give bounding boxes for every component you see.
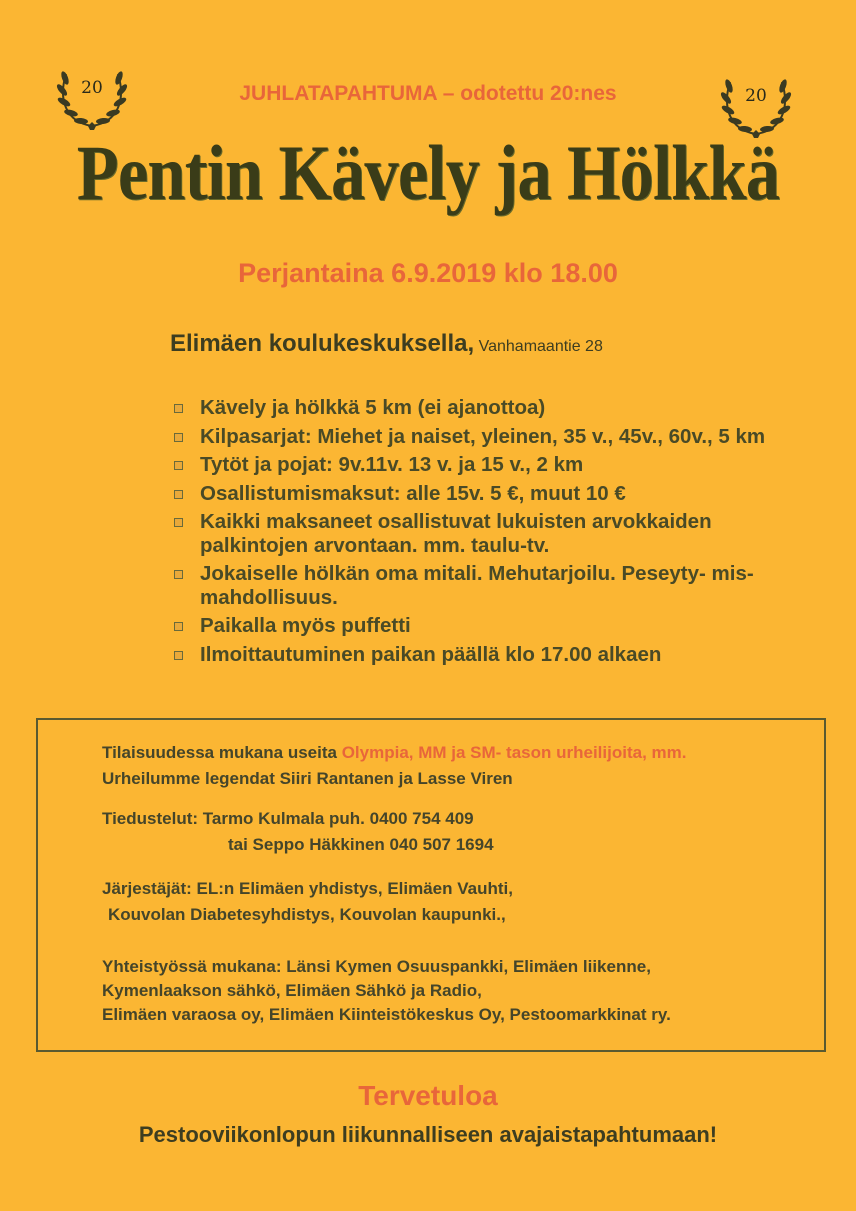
athletes-legends: Urheilumme legendat Siiri Rantanen ja Lasse Viren [102,769,513,788]
badge-number: 20 [81,78,103,98]
details-list [172,396,812,671]
venue-address: Vanhamaantie 28 [478,338,603,355]
list-item: Osallistumismaksut: alle 15v. 5 €, muut 10 € [172,482,812,506]
contacts-line-1: Tiedustelut: Tarmo Kulmala puh. 0400 754 409 [102,809,474,828]
bullet-icon [174,490,183,499]
bullet-icon [174,433,183,442]
athletes-highlight: Olympia, MM ja SM- tason urheilijoita, mm. [341,743,687,762]
info-box [36,718,826,1052]
venue [170,330,603,358]
partners-line-1: Yhteistyössä mukana: Länsi Kymen Osuuspankki, Elimäen liikenne, [102,957,651,976]
partners-line-2: Kymenlaakson sähkö, Elimäen Sähkö ja Radio, [102,981,482,1000]
welcome-heading: Tervetuloa [358,1080,498,1111]
partners-line-3: Elimäen varaosa oy, Elimäen Kiinteistökeskus Oy, Pestoomarkkinat ry. [102,1005,671,1024]
bullet-icon [174,651,183,660]
bullet-icon [174,570,183,579]
list-item: Kaikki maksaneet osallistuvat lukuisten arvokkaiden palkintojen arvontaan. mm. taulu-tv. [172,510,812,557]
bullet-icon [174,404,183,413]
event-tag: JUHLATAPAHTUMA – odotettu 20:nes [239,82,617,105]
organizers-line-2: Kouvolan Diabetesyhdistys, Kouvolan kaupunki., [108,905,506,924]
athletes-line: Tilaisuudessa mukana useita Olympia, MM ja SM- tason urheilijoita, mm. [102,743,687,762]
list-item: Paikalla myös puffetti [172,614,812,638]
list-item: Kävely ja hölkkä 5 km (ei ajanottoa) [172,396,812,420]
welcome-tagline: Pestooviikonlopun liikunnalliseen avajaistapahtumaan! [138,1122,718,1147]
bullet-icon [174,518,183,527]
bullet-icon [174,622,183,631]
event-date: Perjantaina 6.9.2019 klo 18.00 [238,258,618,288]
organizers-line-1: Järjestäjät: EL:n Elimäen yhdistys, Elimäen Vauhti, [102,879,513,898]
list-item: Kilpasarjat: Miehet ja naiset, yleinen, 35 v., 45v., 60v., 5 km [172,425,812,449]
venue-name: Elimäen koulukeskuksella, [170,330,475,357]
badge-number: 20 [745,86,767,106]
list-item: Ilmoittautuminen paikan päällä klo 17.00 alkaen [172,643,812,667]
contacts-line-2: tai Seppo Häkkinen 040 507 1694 [228,835,494,854]
list-item: Tytöt ja pojat: 9v.11v. 13 v. ja 15 v., 2 km [172,453,812,477]
list-item: Jokaiselle hölkän oma mitali. Mehutarjoilu. Peseyty- mis- mahdollisuus. [172,562,812,609]
bullet-icon [174,461,183,470]
page-title: Pentin Kävely ja Hölkkä [76,129,780,216]
